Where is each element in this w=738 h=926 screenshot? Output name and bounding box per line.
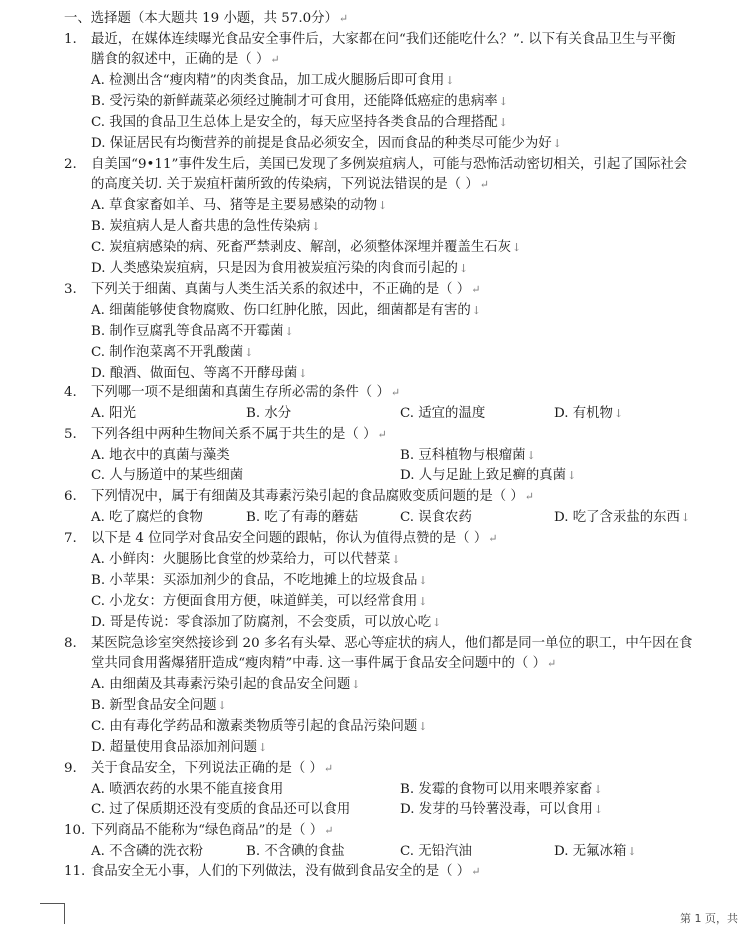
option-text: C. 误食农药 xyxy=(400,510,472,525)
option-item xyxy=(91,613,441,633)
option-item xyxy=(91,301,481,321)
option-item xyxy=(91,717,427,737)
option-item xyxy=(91,134,562,154)
option-text: D. 哥是传说：零食添加了防腐剂，不会变质，可以放心吃 xyxy=(91,615,432,630)
option-text: A. 地衣中的真菌与藻类 xyxy=(91,448,230,463)
question-number: 3. xyxy=(64,282,77,297)
question-text-line: 某医院急诊室突然接诊到 20 多名有头晕、恶心等症状的病人，他们都是同一单位的职工，中午因在食 xyxy=(91,636,693,651)
option-item xyxy=(91,592,427,612)
option-text: A. 由细菌及其毒素污染引起的食品安全问题 xyxy=(91,677,351,692)
line-break-icon: ↓ xyxy=(445,74,455,87)
option-item xyxy=(91,238,521,258)
option-item xyxy=(400,508,473,528)
line-break-icon: ↓ xyxy=(613,407,624,420)
paragraph-mark-icon: ↵ xyxy=(471,865,481,878)
line-break-icon: ↓ xyxy=(552,137,562,150)
line-break-icon: ↓ xyxy=(432,616,442,629)
line-break-icon: ↓ xyxy=(298,367,308,380)
paragraph-mark-icon: ↵ xyxy=(323,762,334,775)
option-text: C. 我国的食品卫生总体上是安全的，每天应坚持各类食品的合理搭配 xyxy=(91,115,498,130)
line-break-icon: ↓ xyxy=(311,220,321,233)
option-text: B. 炭疽病人是人畜共患的急性传染病 xyxy=(91,219,311,234)
option-text: A. 小鲜肉：火腿肠比食堂的炒菜给力，可以代替菜 xyxy=(91,552,391,567)
option-text: C. 人与肠道中的某些细菌 xyxy=(91,468,244,483)
question-text-line: 堂共同食用酱爆猪肝造成“瘦肉精”中毒. 这一事件属于食品安全问题中的（ ） xyxy=(91,656,546,671)
question-text xyxy=(91,155,687,175)
line-break-icon: ↓ xyxy=(284,325,294,338)
option-item xyxy=(400,780,603,800)
option-text: B. 吃了有毒的蘑菇 xyxy=(246,510,359,525)
question-text-line: 下列商品不能称为“绿色商品”的是（ ） xyxy=(91,823,324,838)
section-title: 一、选择题（本大题共 19 小题，共 57.0分）↵ xyxy=(64,11,349,26)
line-break-icon: ↓ xyxy=(593,783,603,796)
option-text: D. 无氟冰箱 xyxy=(554,844,627,859)
option-text: C. 炭疽病感染的病、死畜严禁剥皮、解剖，必须整体深埋并覆盖生石灰 xyxy=(91,240,511,255)
question-number: 5. xyxy=(64,427,77,442)
option-text: C. 过了保质期还没有变质的食品还可以食用 xyxy=(91,802,351,817)
option-text: A. 细菌能够使食物腐败、伤口红肿化脓，因此，细菌都是有害的 xyxy=(91,303,471,318)
option-item xyxy=(91,92,508,112)
option-item xyxy=(91,675,360,695)
option-item xyxy=(91,842,204,862)
line-break-icon: ↓ xyxy=(391,553,401,566)
option-item xyxy=(91,508,204,528)
line-break-icon: ↓ xyxy=(418,595,428,608)
page-corner-mark xyxy=(40,903,65,924)
paragraph-mark-icon: ↵ xyxy=(471,283,481,296)
line-break-icon: ↓ xyxy=(498,116,508,129)
question-number: 8. xyxy=(64,636,77,651)
question-text xyxy=(91,821,333,841)
question-text-line: 最近，在媒体连续曝光食品安全事件后，大家都在问“我们还能吃什么？”. 以下有关食品卫生与平衡 xyxy=(91,32,676,47)
option-text: A. 草食家畜如羊、马、猪等是主要易感染的动物 xyxy=(91,198,377,213)
question-text xyxy=(91,425,387,445)
paragraph-mark-icon: ↵ xyxy=(270,53,280,66)
option-item xyxy=(246,842,346,862)
option-text: D. 人与足趾上致足癣的真菌 xyxy=(400,468,567,483)
line-break-icon: ↓ xyxy=(627,845,637,858)
option-item xyxy=(91,404,137,424)
option-text: D. 酿酒、做面包、等离不开酵母菌 xyxy=(91,366,298,381)
question-text-line: 下列情况中，属于有细菌及其毒素污染引起的食品腐败变质问题的是（ ） xyxy=(91,489,524,504)
line-break-icon: ↓ xyxy=(351,678,361,691)
option-item xyxy=(91,71,454,91)
paragraph-mark-icon: ↵ xyxy=(479,178,489,191)
line-break-icon: ↓ xyxy=(471,304,481,317)
line-break-icon: ↓ xyxy=(378,199,388,212)
question-text-line: 膳食的叙述中，正确的是（ ） xyxy=(91,52,270,67)
paragraph-mark-icon: ↵ xyxy=(546,657,557,670)
paragraph-mark-icon: ↵ xyxy=(488,532,498,545)
question-text-line: 下列关于细菌、真菌与人类生活关系的叙述中，不正确的是（ ） xyxy=(91,282,471,297)
line-break-icon: ↓ xyxy=(512,241,522,254)
option-text: B. 水分 xyxy=(246,406,292,421)
question-text-line: 食品安全无小事，人们的下列做法，没有做到食品安全的是（ ） xyxy=(91,864,471,879)
line-break-icon: ↓ xyxy=(680,511,691,524)
paragraph-mark-icon: ↵ xyxy=(524,490,534,503)
option-item xyxy=(91,446,231,466)
option-text: B. 发霉的食物可以用来喂养家畜 xyxy=(400,782,593,797)
option-text: B. 新型食品安全问题 xyxy=(91,698,217,713)
option-text: C. 小龙女：方便面食用方便，味道鲜美，可以经常食用 xyxy=(91,594,418,609)
option-text: C. 制作泡菜离不开乳酸菌 xyxy=(91,345,244,360)
option-text: B. 受污染的新鲜蔬菜必须经过腌制才可食用，还能降低癌症的患病率 xyxy=(91,94,498,109)
option-item xyxy=(400,404,486,424)
option-text: A. 吃了腐烂的食物 xyxy=(91,510,203,525)
option-text: C. 无铅汽油 xyxy=(400,844,472,859)
option-item xyxy=(246,508,359,528)
option-item xyxy=(91,343,253,363)
paragraph-mark-icon: ↵ xyxy=(390,386,401,399)
option-text: B. 小苹果：买添加剂少的食品，不吃地摊上的垃圾食品 xyxy=(91,573,418,588)
question-text xyxy=(91,654,556,674)
question-number: 4. xyxy=(64,385,77,400)
question-text xyxy=(91,30,676,50)
option-item xyxy=(91,466,244,486)
option-item xyxy=(91,113,508,133)
option-text: B. 制作豆腐乳等食品离不开霉菌 xyxy=(91,324,284,339)
question-text-line: 的高度关切. 关于炭疽杆菌所致的传染病，下列说法错误的是（ ） xyxy=(91,177,479,192)
option-text: B. 豆科植物与根瘤菌 xyxy=(400,448,526,463)
question-number: 6. xyxy=(64,489,77,504)
option-item xyxy=(400,466,576,486)
question-number: 2. xyxy=(64,157,77,172)
option-text: D. 有机物 xyxy=(554,406,613,421)
option-item xyxy=(400,800,603,820)
paragraph-mark-icon: ↵ xyxy=(377,428,387,441)
option-item xyxy=(91,800,351,820)
option-text: D. 吃了含汞盐的东西 xyxy=(554,510,680,525)
question-text xyxy=(91,175,489,195)
option-text: B. 不含碘的食盐 xyxy=(246,844,345,859)
question-text-line: 关于食品安全，下列说法正确的是（ ） xyxy=(91,761,323,776)
question-text xyxy=(91,383,400,403)
line-break-icon: ↓ xyxy=(418,720,428,733)
question-number: 11. xyxy=(64,864,86,879)
option-item xyxy=(91,780,284,800)
question-text-line: 下列哪一项不是细菌和真菌生存所必需的条件（ ） xyxy=(91,385,390,400)
option-text: A. 不含磷的洗衣粉 xyxy=(91,844,203,859)
line-break-icon: ↓ xyxy=(244,346,254,359)
page-footer: 第 1 页，共 xyxy=(680,912,738,925)
option-item xyxy=(554,842,637,862)
option-item xyxy=(400,842,473,862)
option-item xyxy=(554,404,623,424)
question-text-line: 以下是 4 位同学对食品安全问题的跟帖，你认为值得点赞的是（ ） xyxy=(91,531,488,546)
question-text-line: 下列各组中两种生物间关系不属于共生的是（ ） xyxy=(91,427,377,442)
question-text xyxy=(91,862,480,882)
option-text: A. 检测出含“瘦肉精”的肉类食品，加工成火腿肠后即可食用 xyxy=(91,73,445,88)
line-break-icon: ↓ xyxy=(526,449,536,462)
question-number: 10. xyxy=(64,823,86,838)
option-text: D. 保证居民有均衡营养的前提是食品必须安全，因而食品的种类尽可能少为好 xyxy=(91,136,552,151)
option-item xyxy=(400,446,536,466)
paragraph-mark-icon: ↵ xyxy=(324,824,334,837)
option-item xyxy=(91,196,387,216)
option-item xyxy=(246,404,292,424)
option-item xyxy=(91,571,428,591)
question-text xyxy=(91,759,333,779)
question-number: 7. xyxy=(64,531,77,546)
option-text: D. 人类感染炭疽病，只是因为食用被炭疽污染的肉食而引起的 xyxy=(91,261,458,276)
line-break-icon: ↓ xyxy=(593,803,604,816)
option-item xyxy=(91,217,320,237)
question-text-line: 自美国“9•11”事件发生后，美国已发现了多例炭疽病人，可能与恐怖活动密切相关，引起了国际社会 xyxy=(91,157,688,172)
line-break-icon: ↓ xyxy=(418,574,428,587)
option-item xyxy=(91,550,401,570)
option-item xyxy=(91,696,227,716)
option-text: A. 阳光 xyxy=(91,406,136,421)
line-break-icon: ↓ xyxy=(217,699,227,712)
option-text: C. 适宜的温度 xyxy=(400,406,486,421)
line-break-icon: ↓ xyxy=(258,741,268,754)
option-item xyxy=(554,508,690,528)
line-break-icon: ↓ xyxy=(498,95,508,108)
question-text xyxy=(91,529,497,549)
line-break-icon: ↓ xyxy=(458,262,469,275)
option-item xyxy=(91,738,267,758)
line-break-icon: ↓ xyxy=(567,469,577,482)
question-text xyxy=(91,487,534,507)
question-number: 9. xyxy=(64,761,77,776)
option-text: D. 发芽的马铃薯没毒，可以食用 xyxy=(400,802,593,817)
option-text: A. 喷洒农药的水果不能直接食用 xyxy=(91,782,284,797)
option-item xyxy=(91,364,307,384)
option-item xyxy=(91,322,294,342)
question-number: 1. xyxy=(64,32,77,47)
option-text: C. 由有毒化学药品和激素类物质等引起的食品污染问题 xyxy=(91,719,418,734)
option-item xyxy=(91,259,468,279)
question-text xyxy=(91,280,480,300)
question-text xyxy=(91,50,280,70)
question-text xyxy=(91,634,692,654)
option-text: D. 超量使用食品添加剂问题 xyxy=(91,740,258,755)
